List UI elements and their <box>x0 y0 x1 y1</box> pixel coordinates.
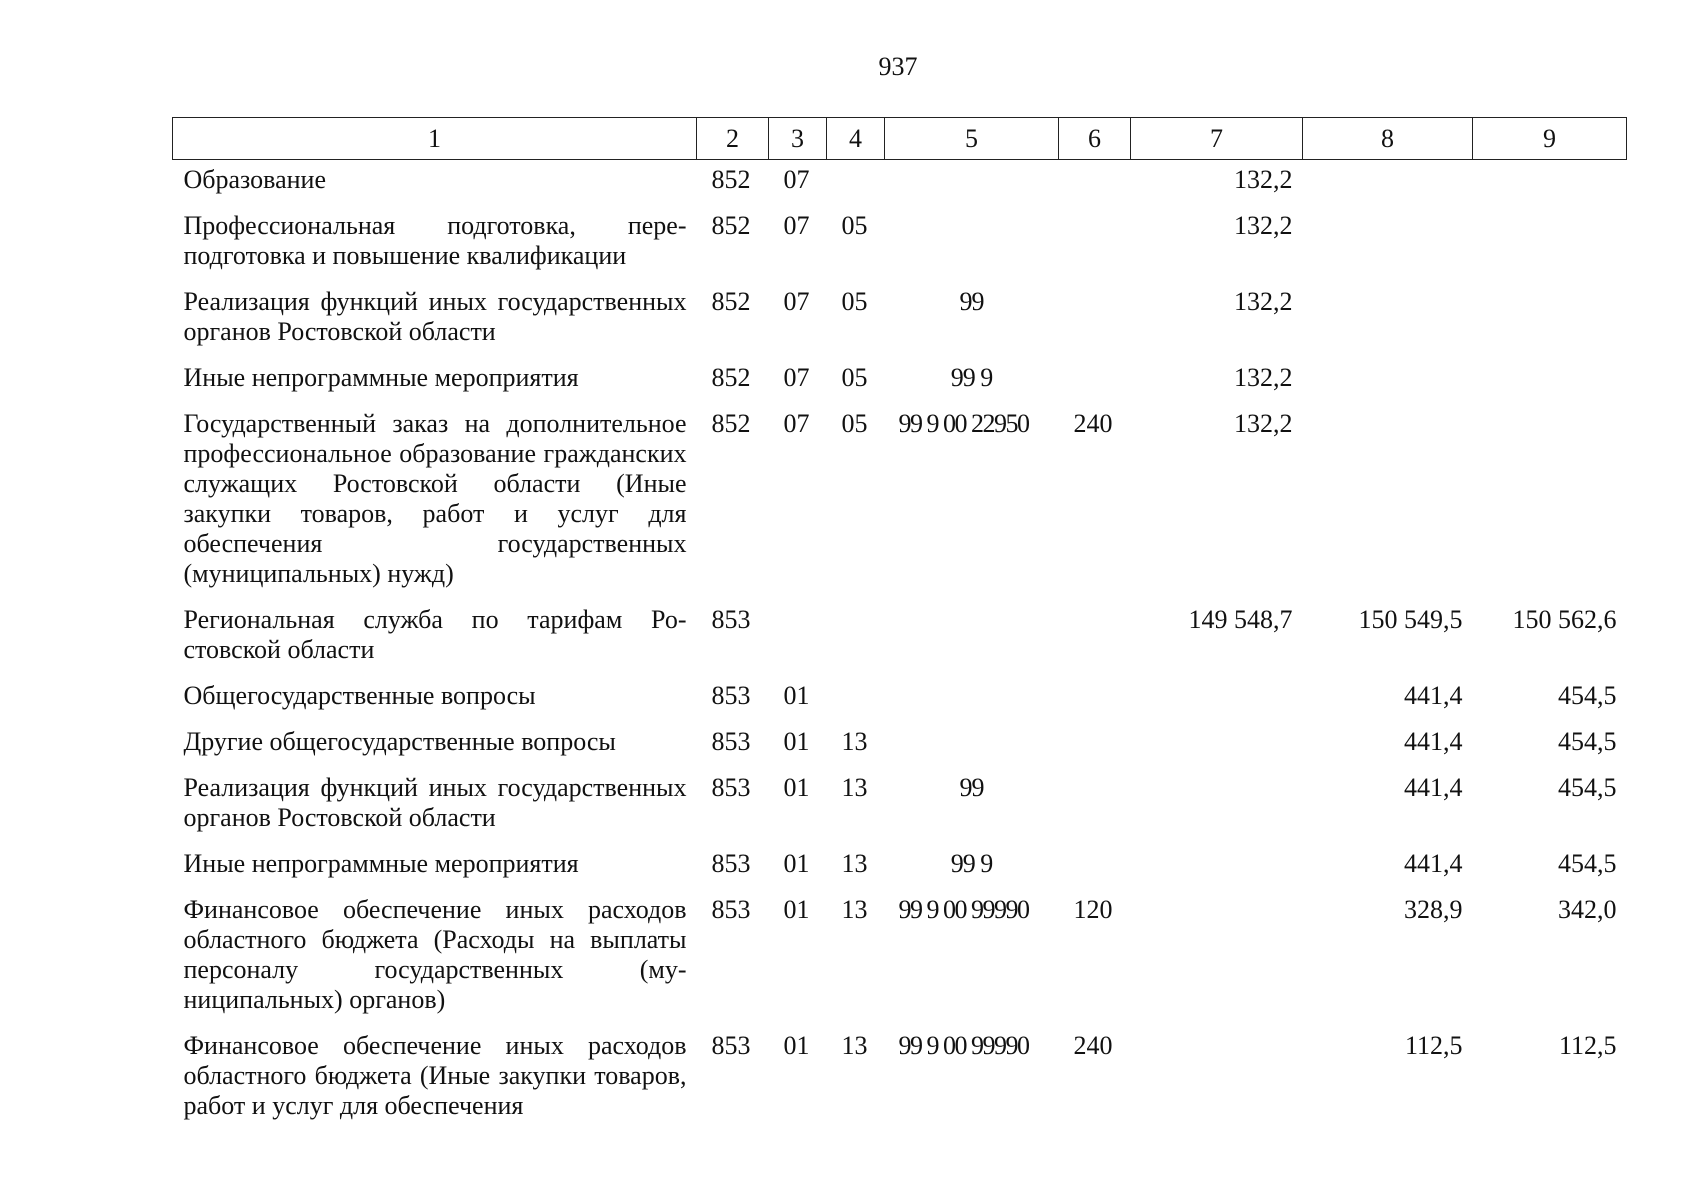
row-name: Государственный заказ на дополнительное профессиональное образование гражданских служащих Ростовской области (Иные закупки товаров, работ и услуг для обеспечения государственных (муниципальных) нужд) <box>183 409 687 588</box>
chapter-code: 01 <box>783 727 810 756</box>
row-name: Реализация функций иных государственных органов Ростовской области <box>183 773 687 832</box>
budget-table <box>172 117 1627 1131</box>
table-row <box>173 843 1627 889</box>
target-article-code: 99 <box>959 773 984 802</box>
value-col-8: 441,4 <box>1404 681 1463 710</box>
value-col-7 <box>1131 843 1303 889</box>
chapter-code: 01 <box>783 895 810 924</box>
chapter-code: 01 <box>783 1031 810 1060</box>
subsection-code: 05 <box>841 287 868 316</box>
subsection-code: 13 <box>841 895 868 924</box>
table-row <box>173 1025 1627 1131</box>
section-code: 853 <box>711 605 751 634</box>
row-name: Реализация функций иных государственных органов Ростовской области <box>183 287 687 346</box>
column-header-7: 7 <box>1131 118 1303 160</box>
value-col-8: 150 549,5 <box>1358 605 1463 634</box>
value-col-7 <box>1131 1025 1303 1131</box>
header-row <box>173 118 1627 160</box>
row-name: Финансовое обеспечение иных расходов областного бюджета (Расходы на выплаты персоналу государственных (муниципальных) органов) <box>183 895 687 1014</box>
chapter-code: 01 <box>783 849 810 878</box>
value-col-9: 112,5 <box>1558 1031 1617 1060</box>
value-col-9 <box>1473 403 1627 599</box>
subsection-code: 05 <box>841 409 868 438</box>
target-article-code <box>885 599 1059 675</box>
column-header-3: 3 <box>769 118 827 160</box>
section-code: 853 <box>711 681 751 710</box>
column-header-5: 5 <box>885 118 1059 160</box>
page-number: 937 <box>878 52 918 81</box>
subsection-code: 13 <box>841 727 868 756</box>
value-col-8: 441,4 <box>1404 849 1463 878</box>
column-header-6: 6 <box>1059 118 1131 160</box>
value-col-8 <box>1303 357 1473 403</box>
target-article-code <box>885 205 1059 281</box>
value-col-9 <box>1473 160 1627 206</box>
target-article-code: 99 9 <box>950 849 993 878</box>
row-name: Финансовое обеспечение иных расходов областного бюджета (Иные закупки товаров, работ и услуг для обеспечения <box>183 1031 687 1120</box>
expense-type-code <box>1059 767 1131 843</box>
value-col-8 <box>1303 403 1473 599</box>
column-header-2: 2 <box>697 118 769 160</box>
value-col-7 <box>1131 721 1303 767</box>
subsection-code: 13 <box>841 773 868 802</box>
table-row <box>173 357 1627 403</box>
target-article-code: 99 <box>959 287 984 316</box>
row-name: Региональная служба по тарифам Ростовской области <box>183 605 687 664</box>
table-row <box>173 767 1627 843</box>
subsection-code <box>827 160 885 206</box>
section-code: 853 <box>711 727 751 756</box>
section-code: 852 <box>711 287 751 316</box>
subsection-code: 05 <box>841 211 868 240</box>
value-col-9 <box>1473 205 1627 281</box>
value-col-7: 132,2 <box>1234 165 1293 194</box>
chapter-code: 07 <box>783 287 810 316</box>
expense-type-code <box>1059 675 1131 721</box>
expense-type-code: 240 <box>1073 1031 1113 1060</box>
value-col-9 <box>1473 357 1627 403</box>
subsection-code: 13 <box>841 849 868 878</box>
expense-type-code <box>1059 281 1131 357</box>
value-col-7: 132,2 <box>1234 211 1293 240</box>
column-header-8: 8 <box>1303 118 1473 160</box>
subsection-code <box>827 599 885 675</box>
target-article-code: 99 9 00 99990 <box>898 1031 1029 1060</box>
value-col-9: 150 562,6 <box>1512 605 1617 634</box>
column-header-4: 4 <box>827 118 885 160</box>
chapter-code: 01 <box>783 681 810 710</box>
table-row <box>173 675 1627 721</box>
value-col-9: 454,5 <box>1558 727 1617 756</box>
section-code: 852 <box>711 363 751 392</box>
chapter-code: 07 <box>783 165 810 194</box>
value-col-9: 454,5 <box>1558 849 1617 878</box>
expense-type-code: 120 <box>1073 895 1113 924</box>
expense-type-code <box>1059 357 1131 403</box>
subsection-code <box>827 675 885 721</box>
target-article-code <box>885 160 1059 206</box>
value-col-7: 149 548,7 <box>1188 605 1293 634</box>
target-article-code <box>885 675 1059 721</box>
table-body <box>173 160 1627 1132</box>
value-col-8 <box>1303 281 1473 357</box>
table-row <box>173 721 1627 767</box>
value-col-8: 441,4 <box>1404 727 1463 756</box>
value-col-8 <box>1303 205 1473 281</box>
expense-type-code <box>1059 599 1131 675</box>
value-col-8: 112,5 <box>1404 1031 1463 1060</box>
target-article-code: 99 9 00 22950 <box>898 409 1029 438</box>
subsection-code: 05 <box>841 363 868 392</box>
table-row <box>173 599 1627 675</box>
chapter-code: 01 <box>783 773 810 802</box>
value-col-9: 454,5 <box>1558 681 1617 710</box>
chapter-code: 07 <box>783 363 810 392</box>
expense-type-code <box>1059 721 1131 767</box>
target-article-code: 99 9 <box>950 363 993 392</box>
expense-type-code <box>1059 160 1131 206</box>
value-col-8 <box>1303 160 1473 206</box>
value-col-9: 454,5 <box>1558 773 1617 802</box>
chapter-code: 07 <box>783 211 810 240</box>
row-name: Другие общегосударственные вопросы <box>183 727 616 756</box>
section-code: 852 <box>711 211 751 240</box>
value-col-7 <box>1131 767 1303 843</box>
section-code: 852 <box>711 165 751 194</box>
row-name: Профессиональная подготовка, переподготовка и повышение квалификации <box>183 211 687 270</box>
table-row <box>173 889 1627 1025</box>
chapter-code: 07 <box>783 409 810 438</box>
value-col-7: 132,2 <box>1234 363 1293 392</box>
target-article-code: 99 9 00 99990 <box>898 895 1029 924</box>
target-article-code <box>885 721 1059 767</box>
table-row <box>173 160 1627 206</box>
value-col-7 <box>1131 675 1303 721</box>
value-col-8: 441,4 <box>1404 773 1463 802</box>
expense-type-code <box>1059 205 1131 281</box>
subsection-code: 13 <box>841 1031 868 1060</box>
row-name: Иные непрограммные мероприятия <box>183 363 579 392</box>
section-code: 853 <box>711 1031 751 1060</box>
expense-type-code: 240 <box>1073 409 1113 438</box>
row-name: Образование <box>183 165 327 194</box>
value-col-8: 328,9 <box>1404 895 1463 924</box>
row-name: Иные непрограммные мероприятия <box>183 849 579 878</box>
value-col-7: 132,2 <box>1234 409 1293 438</box>
value-col-7 <box>1131 889 1303 1025</box>
table-row <box>173 281 1627 357</box>
section-code: 853 <box>711 849 751 878</box>
expense-type-code <box>1059 843 1131 889</box>
section-code: 852 <box>711 409 751 438</box>
row-name: Общегосударственные вопросы <box>183 681 536 710</box>
section-code: 853 <box>711 773 751 802</box>
table-row <box>173 205 1627 281</box>
column-header-9: 9 <box>1473 118 1627 160</box>
value-col-9: 342,0 <box>1558 895 1617 924</box>
column-header-1: 1 <box>173 118 697 160</box>
section-code: 853 <box>711 895 751 924</box>
table-row <box>173 403 1627 599</box>
value-col-7: 132,2 <box>1234 287 1293 316</box>
value-col-9 <box>1473 281 1627 357</box>
chapter-code <box>769 599 827 675</box>
